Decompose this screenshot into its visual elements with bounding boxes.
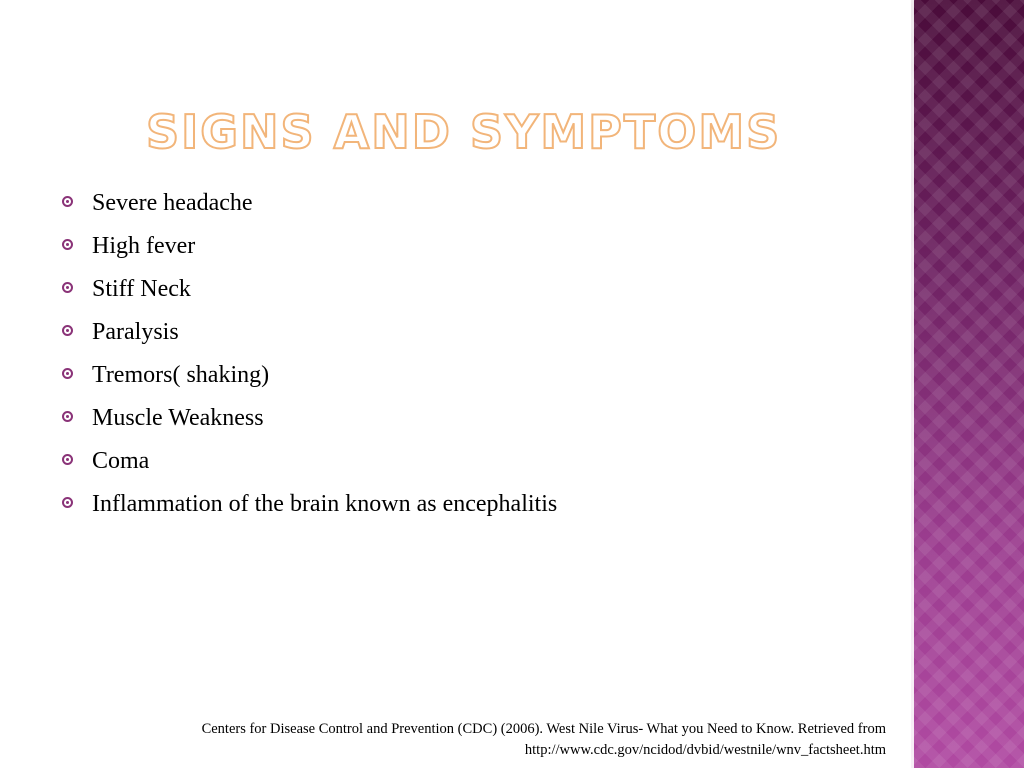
bullet-text: Muscle Weakness (92, 405, 264, 431)
bullet-text: Tremors( shaking) (92, 362, 270, 388)
circle-bullet-icon (62, 239, 73, 250)
bullet-text: Severe headache (92, 190, 253, 216)
circle-bullet-icon (62, 454, 73, 465)
decorative-side-band (911, 0, 1024, 768)
bullet-item (62, 483, 882, 526)
bullet-text: Coma (92, 448, 150, 474)
bullet-text: Inflammation of the brain known as encephalitis (92, 491, 558, 517)
bullet-list (62, 182, 882, 526)
bullet-item (62, 225, 882, 268)
circle-bullet-icon (62, 325, 73, 336)
bullet-item (62, 397, 882, 440)
citation-line-1: Centers for Disease Control and Prevention (CDC) (2006). West Nile Virus- What you Need to Know. Retrieved from (201, 721, 886, 737)
bullet-item (62, 440, 882, 483)
circle-bullet-icon (62, 368, 73, 379)
circle-bullet-icon (62, 196, 73, 207)
bullet-text: Stiff Neck (92, 276, 191, 302)
citation (40, 719, 886, 761)
bullet-item (62, 268, 882, 311)
circle-bullet-icon (62, 497, 73, 508)
bullet-item (62, 182, 882, 225)
bullet-item (62, 354, 882, 397)
circle-bullet-icon (62, 282, 73, 293)
bullet-text: Paralysis (92, 319, 179, 345)
citation-url: http://www.cdc.gov/ncidod/dvbid/westnile/wnv_factsheet.htm (524, 742, 886, 758)
circle-bullet-icon (62, 411, 73, 422)
bullet-item (62, 311, 882, 354)
slide-title: SIGNS AND SYMPTOMS (146, 105, 782, 159)
bullet-text: High fever (92, 233, 196, 259)
